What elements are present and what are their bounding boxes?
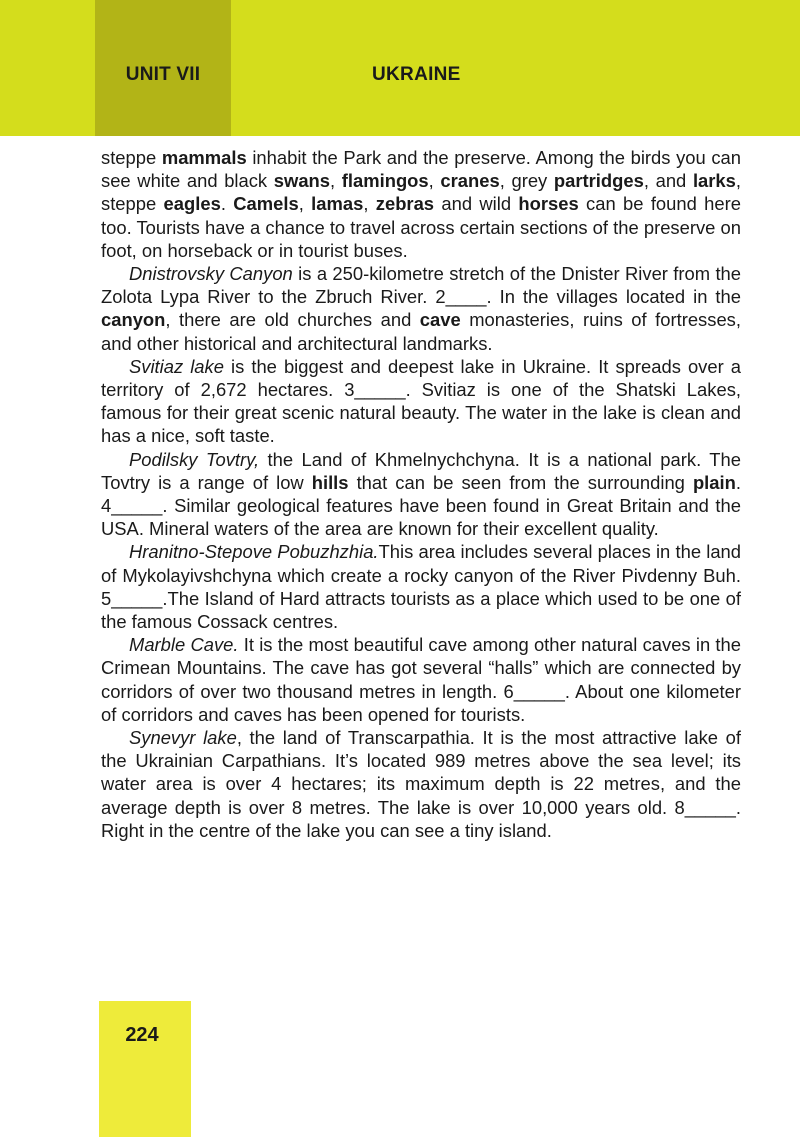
paragraph: [101, 146, 741, 262]
text-run: ,: [330, 170, 342, 192]
text-run: steppe: [101, 147, 162, 168]
bold-term: plain: [692, 471, 736, 493]
paragraph: [101, 633, 741, 726]
text-run: and wild: [434, 193, 519, 215]
bold-term: Camels: [233, 193, 299, 215]
text-run: , steppe: [101, 170, 742, 215]
text-run: the Land of Khmelnychchyna. It is a national park. The Tovtry is a range of low: [101, 448, 741, 493]
bold-term: lamas: [311, 193, 364, 215]
text-run: monasteries, ruins of fortresses, and other historical and architectural landmarks.: [101, 309, 741, 354]
paragraph: [101, 726, 741, 842]
text-run: is the biggest and deepest lake in Ukraine. It spreads over a territory of 2,672 hectares. 3_____. Svitiaz is one of the Shatski Lakes, famous for their great scenic natural beauty. The water in the lake is clean and has a nice, soft taste.: [101, 355, 741, 447]
bold-term: cave: [419, 309, 461, 331]
italic-place-name: Synevyr lake: [129, 727, 237, 749]
text-run: inhabit the Park and the preserve. Among the birds you can see white and black: [101, 147, 742, 192]
text-run: , there are old churches and: [165, 309, 420, 331]
page-number: 224: [125, 1024, 159, 1046]
bold-term: hills: [311, 471, 349, 493]
bold-term: mammals: [161, 147, 247, 168]
text-run: ,: [298, 193, 312, 215]
unit-label: UNIT VII: [125, 64, 201, 85]
page-number-box: [99, 1001, 191, 1137]
bold-term: eagles: [163, 193, 221, 215]
italic-place-name: Hranitno-Stepove Pobuzhzhia.: [129, 541, 379, 563]
body-text: [101, 146, 741, 842]
italic-place-name: Marble Cave.: [129, 634, 239, 656]
text-run: , the land of Transcarpathia. It is the most attractive lake of the Ukrainian Carpathians. It’s located 989 metres above the sea level; its water area is over 4 hectares; its maximum depth is 22 metres, and the average depth is over 8 metres. The lake is over 10,000 years old. 8_____. Right in the centre of the lake you can see a tiny island.: [101, 727, 741, 841]
bold-term: larks: [692, 170, 736, 192]
text-run: , and: [643, 170, 693, 192]
text-run: , grey: [499, 170, 554, 192]
italic-place-name: Podilsky Tovtry,: [129, 448, 260, 470]
text-run: can be found here too. Tourists have a chance to travel across certain sections of the preserve on foot, on horseback or in tourist buses.: [101, 193, 741, 261]
bold-term: flamingos: [341, 170, 429, 192]
bold-term: horses: [518, 193, 579, 215]
paragraph: [101, 540, 741, 633]
text-run: This area includes several places in the land of Mykolayivshchyna which create a rocky canyon of the River Pivdenny Buh. 5_____.The Island of Hard attracts tourists as a place which used to be one of the famous Cossack centres.: [101, 541, 742, 633]
text-run: . 4_____. Similar geological features have been found in Great Britain and the USA. Mineral waters of the area are known for their excellent quality.: [101, 471, 741, 540]
text-run: that can be seen from the surrounding: [348, 471, 693, 493]
bold-term: swans: [273, 170, 331, 192]
bold-term: zebras: [375, 193, 435, 215]
text-run: ,: [428, 170, 441, 192]
paragraph: [101, 448, 741, 541]
paragraph: [101, 355, 741, 448]
bold-term: partridges: [553, 170, 644, 192]
text-run: is a 250-kilometre stretch of the Dnister River from the Zolota Lypa River to the Zbruch River. 2____. In the villages located in the: [101, 263, 742, 308]
bold-term: cranes: [440, 170, 500, 192]
bold-term: canyon: [101, 309, 166, 331]
italic-place-name: Dnistrovsky Canyon: [129, 263, 293, 285]
section-title: UKRAINE: [372, 64, 461, 85]
text-run: ,: [363, 193, 376, 215]
paragraph: [101, 262, 741, 355]
italic-place-name: Svitiaz lake: [129, 355, 224, 377]
text-run: It is the most beautiful cave among other natural caves in the Crimean Mountains. The cave has got several “halls” which are connected by corridors of over two thousand metres in length. 6_____. About one kilometer of corridors and caves has been opened for tourists.: [101, 634, 741, 725]
text-run: .: [220, 193, 234, 215]
